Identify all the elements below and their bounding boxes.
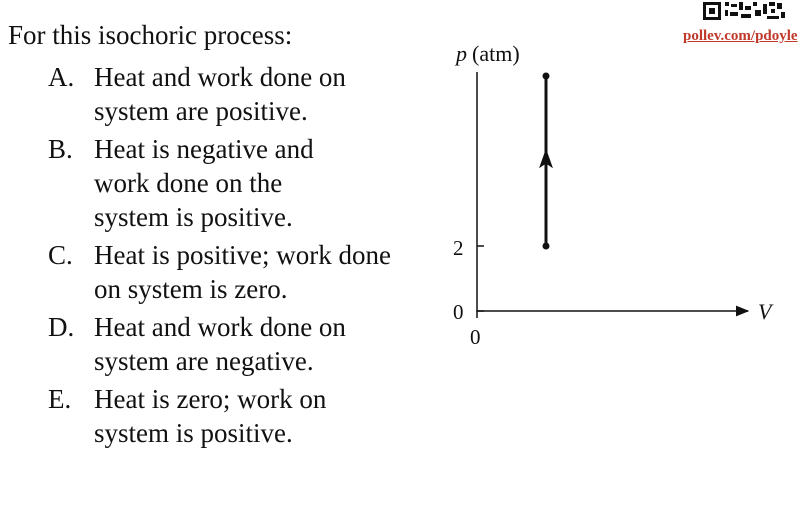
process-start-point — [543, 243, 550, 250]
x-axis-label: V — [758, 299, 772, 324]
option-a-text: Heat and work done on system are positive. — [94, 62, 346, 126]
option-e-letter: E. — [48, 384, 72, 414]
option-b-letter: B. — [48, 134, 73, 164]
y-tick-label-2: 2 — [453, 236, 464, 260]
option-b-text: Heat is negative and work done on the system is positive. — [94, 134, 314, 232]
option-d-letter: D. — [48, 312, 75, 342]
y-tick-label-0: 0 — [453, 300, 464, 324]
poll-link[interactable]: pollev.com/pdoyle — [683, 28, 798, 44]
x-tick-label-0: 0 — [470, 325, 481, 349]
process-end-point — [543, 73, 550, 80]
option-e-text: Heat is zero; work on system is positive. — [94, 384, 327, 448]
option-c-text: Heat is positive; work done on system is zero. — [94, 240, 391, 304]
option-c-letter: C. — [48, 240, 73, 270]
option-a-letter: A. — [48, 62, 75, 92]
y-axis-label: p (atm) — [456, 41, 520, 66]
option-d-text: Heat and work done on system are negative. — [94, 312, 346, 376]
question-prompt: For this isochoric process: — [8, 20, 293, 50]
